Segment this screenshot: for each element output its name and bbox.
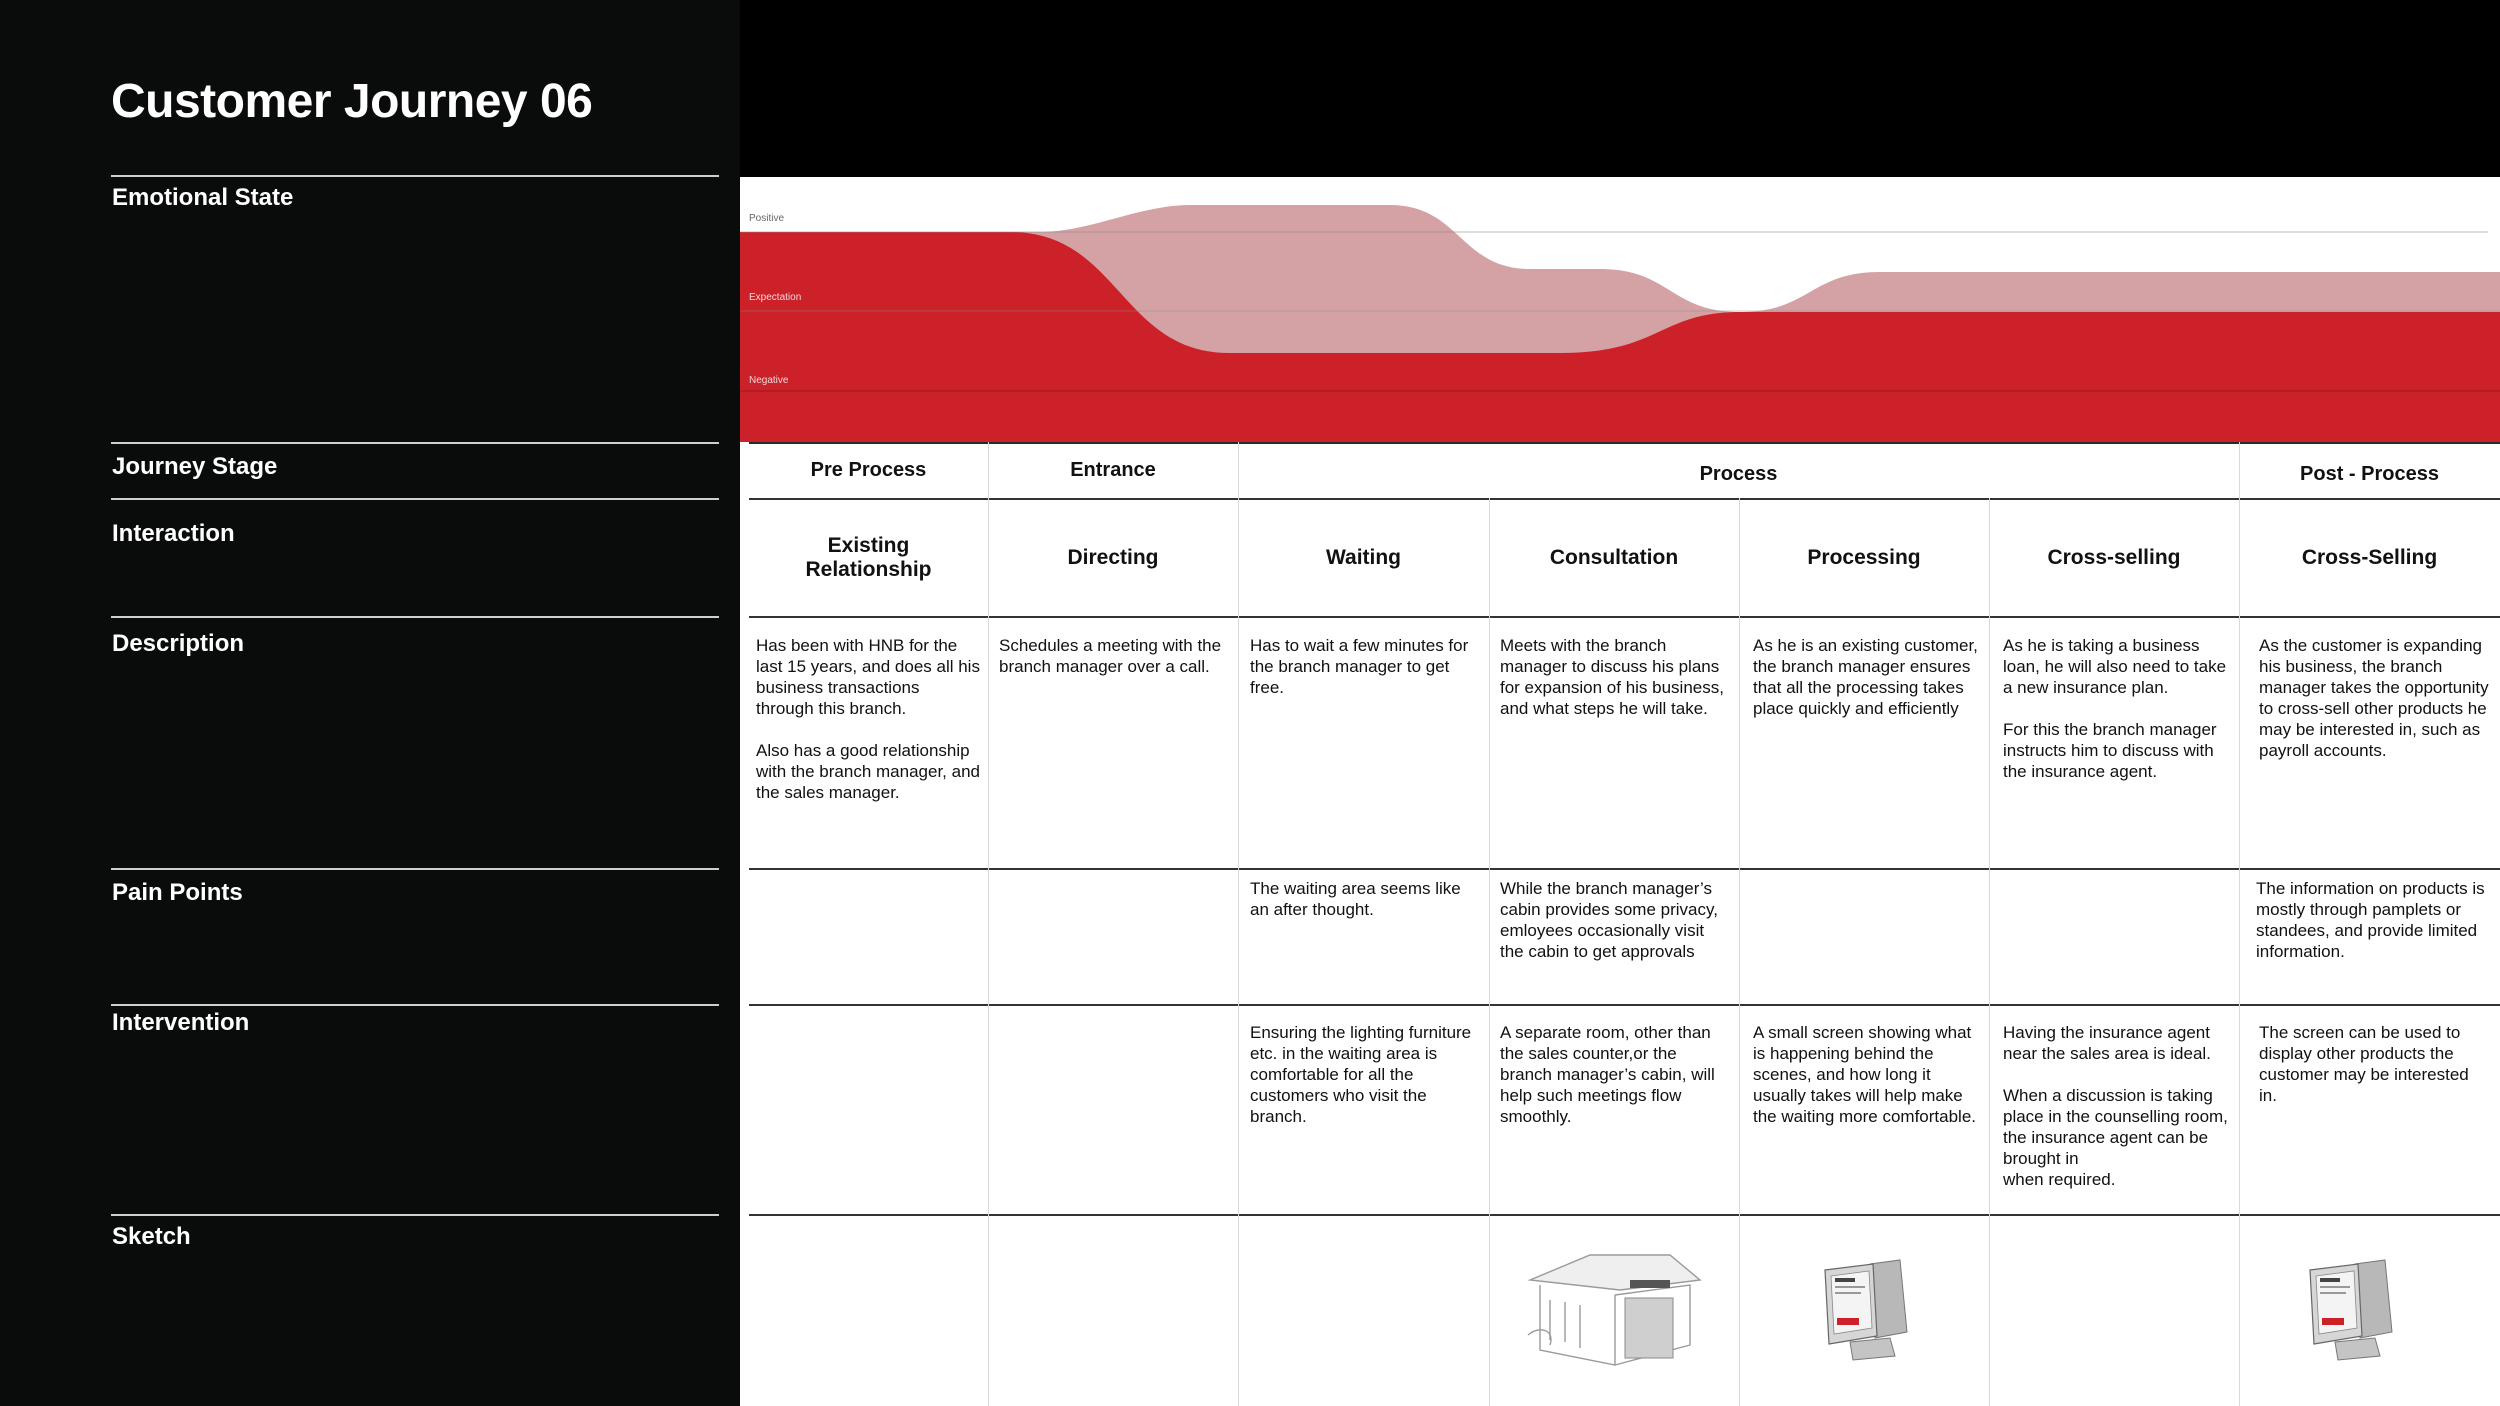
grid-rule — [749, 616, 2500, 618]
interaction-waiting: Waiting — [1325, 546, 1402, 569]
column-divider — [1489, 498, 1490, 1406]
description-cell: Meets with the branch manager to discuss his plans for expansion of his business, and what steps he will take. — [1500, 636, 1724, 718]
interaction-cross-selling: Cross-selling — [2047, 546, 2181, 569]
pain-point-cell: While the branch manager’s cabin provides some privacy, emloyees occasionally visit the cabin to get approvals — [1500, 879, 1718, 961]
label-intervention: Intervention — [112, 1009, 250, 1036]
intervention-cell: A small screen showing what is happening behind the scenes, and how long it usually takes will help make the waiting more comfortable. — [1753, 1023, 1976, 1126]
label-emotional-state: Emotional State — [112, 184, 294, 211]
label-sketch: Sketch — [112, 1223, 191, 1250]
emotion-curve-chart — [740, 177, 2500, 442]
stage-entrance: Entrance — [1070, 458, 1156, 481]
column-divider — [1739, 498, 1740, 1406]
divider — [111, 868, 719, 870]
level-negative: Negative — [749, 375, 789, 386]
description-cell: Schedules a meeting with the branch manager over a call. — [999, 636, 1222, 676]
interaction-processing: Processing — [1807, 546, 1921, 569]
intervention-cell: A separate room, other than the sales counter,or the branch manager’s cabin, will help such meetings flow smoothly. — [1500, 1023, 1715, 1126]
grid-rule — [749, 1004, 2500, 1006]
label-interaction: Interaction — [112, 520, 235, 547]
interaction-existing-relationship: Existing Relationship — [805, 534, 932, 581]
description-cell: Has been with HNB for the last 15 years, and does all his business transactions through this branch. Also has a good relationship with the branch manager, and the sales manager. — [756, 636, 980, 802]
cabin-sketch-icon — [1520, 1240, 1710, 1370]
stage-pre-process: Pre Process — [810, 458, 927, 481]
divider — [111, 175, 719, 177]
sidebar — [0, 0, 740, 1406]
description-cell: As he is an existing customer, the branch manager ensures that all the processing takes place quickly and efficiently — [1753, 636, 1978, 718]
divider — [111, 442, 719, 444]
top-band — [740, 0, 2500, 177]
description-cell: As he is taking a business loan, he will also need to take a new insurance plan. For this the branch manager instructs him to discuss with the insurance agent. — [2003, 636, 2227, 781]
divider — [111, 498, 719, 500]
grid-rule — [749, 1214, 2500, 1216]
pain-point-cell: The waiting area seems like an after thought. — [1250, 879, 1461, 919]
divider — [111, 616, 719, 618]
pain-point-cell: The information on products is mostly through pamplets or standees, and provide limited information. — [2256, 879, 2485, 961]
description-cell: As the customer is expanding his business, the branch manager takes the opportunity to cross-sell other products he may be interested in, such as payroll accounts. — [2259, 636, 2489, 760]
intervention-cell: The screen can be used to display other products the customer may be interested in. — [2259, 1023, 2469, 1105]
level-expectation: Expectation — [749, 292, 802, 303]
kiosk-sketch-icon — [2300, 1252, 2400, 1362]
column-divider — [1989, 498, 1990, 1406]
stage-process: Process — [1699, 462, 1778, 485]
label-pain-points: Pain Points — [112, 879, 243, 906]
stage-post-process: Post - Process — [2300, 462, 2439, 485]
interaction-consultation: Consultation — [1549, 546, 1679, 569]
interaction-cross-selling-post: Cross-Selling — [2301, 546, 2438, 569]
label-description: Description — [112, 630, 245, 657]
label-journey-stage: Journey Stage — [112, 453, 278, 480]
intervention-cell: Ensuring the lighting furniture etc. in the waiting area is comfortable for all the customers who visit the branch. — [1250, 1023, 1472, 1126]
intervention-cell: Having the insurance agent near the sales area is ideal. When a discussion is taking place in the counselling room, the insurance agent can be brought in when required. — [2003, 1023, 2228, 1189]
divider — [111, 1004, 719, 1006]
kiosk-sketch-icon — [1815, 1252, 1915, 1362]
description-cell: Has to wait a few minutes for the branch manager to get free. — [1250, 636, 1469, 697]
level-positive: Positive — [749, 213, 785, 224]
grid-rule — [749, 868, 2500, 870]
divider — [111, 1214, 719, 1216]
page-title: Customer Journey 06 — [111, 75, 593, 128]
interaction-directing: Directing — [1067, 546, 1159, 569]
